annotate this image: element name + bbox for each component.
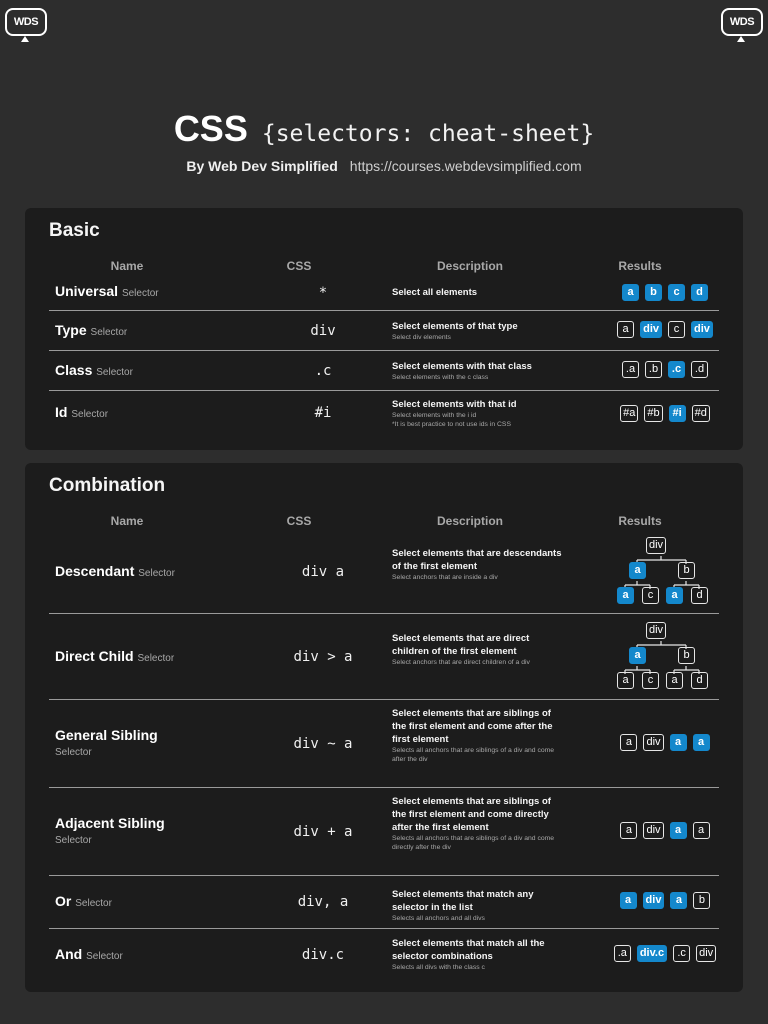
- selector-code: div > a: [293, 649, 353, 665]
- result-tag: d: [691, 587, 708, 604]
- result-tag-selected: a: [620, 892, 637, 909]
- basic-selectors-panel: [25, 208, 743, 450]
- result-tag-selected: div: [691, 321, 713, 338]
- selector-row: [49, 390, 719, 435]
- result-tag: a: [617, 672, 634, 689]
- selector-description: [392, 795, 562, 852]
- description-text: Select elements that are siblings of the first element and come directly after the first element: [392, 796, 551, 833]
- result-tag-selected: a: [670, 822, 687, 839]
- selector-row: [49, 276, 719, 310]
- result-tag-selected: a: [629, 647, 646, 664]
- selector-code: .c: [314, 363, 332, 379]
- column-header-name: Name: [110, 259, 144, 273]
- result-tag: .a: [614, 945, 631, 962]
- result-tag: div: [646, 622, 666, 639]
- column-header-results: Results: [618, 259, 662, 273]
- result-tag-selected: .c: [668, 361, 685, 378]
- result-tag: #a: [620, 405, 638, 422]
- description-note: Select div elements: [392, 334, 451, 341]
- selector-row: [49, 310, 719, 351]
- selector-name: [55, 363, 133, 380]
- selector-name: [55, 323, 127, 340]
- result-tag: a: [620, 734, 637, 751]
- selector-suffix: Selector: [138, 568, 175, 579]
- selector-code: *: [318, 285, 328, 301]
- selector-description: [392, 937, 562, 973]
- result-tag-selected: d: [691, 284, 708, 301]
- result-tag: .d: [691, 361, 708, 378]
- selector-suffix: Selector: [75, 898, 112, 909]
- result-tag: .b: [645, 361, 662, 378]
- description-text: Select elements of that type: [392, 321, 518, 332]
- selector-name-text: Id: [55, 404, 68, 420]
- result-tag: b: [678, 562, 695, 579]
- result-tag: div: [643, 734, 663, 751]
- result-tag-selected: a: [617, 587, 634, 604]
- logo-pointer-icon: [21, 36, 29, 42]
- description-text: Select elements that match all the selector combinations: [392, 938, 545, 962]
- selector-description: [392, 632, 562, 668]
- result-tree: [609, 537, 729, 607]
- selector-name-text: Universal: [55, 283, 119, 299]
- result-tag: #d: [692, 405, 710, 422]
- result-example: [569, 284, 761, 301]
- selector-row: [49, 787, 719, 876]
- selector-row: [49, 928, 719, 981]
- result-tag: a: [666, 672, 683, 689]
- selector-name: [55, 564, 175, 581]
- selector-description: [392, 286, 562, 299]
- description-note: Selects all anchors that are siblings of a div and come after the div: [392, 747, 555, 763]
- result-tag: div: [646, 537, 666, 554]
- selector-code: div a: [301, 564, 345, 580]
- description-note: Select anchors that are direct children of a div: [392, 659, 530, 666]
- result-tag: .a: [622, 361, 639, 378]
- panel-title: Basic: [49, 220, 100, 241]
- selector-row: [49, 535, 719, 613]
- selector-name: [55, 284, 159, 301]
- result-tree: [609, 622, 729, 692]
- description-note: Selects all anchors and all divs: [392, 915, 485, 922]
- selector-code: div + a: [293, 824, 353, 840]
- selector-name: [55, 947, 123, 964]
- description-text: Select elements with that class: [392, 361, 532, 372]
- page-subtitle: {selectors: cheat-sheet}: [261, 121, 595, 147]
- result-tag: d: [691, 672, 708, 689]
- page-title: CSS: [173, 108, 248, 149]
- selector-description: [392, 707, 562, 764]
- author-credit: By Web Dev Simplified: [186, 158, 338, 174]
- wds-logo-right: [721, 8, 763, 44]
- result-example: [569, 321, 761, 338]
- selector-name-text: And: [55, 946, 83, 962]
- result-tag: b: [678, 647, 695, 664]
- selector-name-text: General Sibling: [55, 727, 158, 743]
- result-tag-selected: div: [640, 321, 662, 338]
- selector-name-text: Descendant: [55, 563, 135, 579]
- description-text: Select all elements: [392, 287, 478, 298]
- result-tag-selected: a: [670, 892, 687, 909]
- result-tag: b: [693, 892, 710, 909]
- logo-text: WDS: [721, 8, 763, 36]
- description-note: Select elements with the c class: [392, 374, 489, 381]
- column-header-css: CSS: [286, 259, 312, 273]
- column-header-name: Name: [110, 514, 144, 528]
- result-tag: #b: [644, 405, 662, 422]
- selector-name: [55, 728, 158, 760]
- result-tag: .c: [673, 945, 690, 962]
- result-tag: c: [642, 672, 659, 689]
- result-example: [569, 945, 761, 962]
- selector-description: [392, 888, 562, 924]
- course-url: https://courses.webdevsimplified.com: [349, 158, 582, 174]
- panel-title: Combination: [49, 475, 166, 496]
- selector-suffix: Selector: [55, 747, 92, 758]
- result-tag: c: [668, 321, 685, 338]
- column-header-css: CSS: [286, 514, 312, 528]
- selector-name-text: Or: [55, 893, 72, 909]
- column-header-description: Description: [436, 514, 503, 528]
- page-header: [0, 108, 768, 174]
- selector-name: [55, 649, 174, 666]
- description-text: Select elements with that id: [392, 399, 517, 410]
- result-tag-selected: a: [666, 587, 683, 604]
- selector-name-text: Direct Child: [55, 648, 134, 664]
- selector-suffix: Selector: [55, 835, 92, 846]
- selector-name: [55, 405, 108, 422]
- selector-name-text: Type: [55, 322, 87, 338]
- result-example: [569, 361, 761, 378]
- column-header-results: Results: [618, 514, 662, 528]
- result-tag-selected: a: [622, 284, 639, 301]
- combination-selectors-panel: [25, 463, 743, 992]
- wds-logo-left: [5, 8, 47, 44]
- result-tag: a: [693, 822, 710, 839]
- description-note: Select elements with the i id *It is best practice to not use ids in CSS: [392, 412, 512, 428]
- selector-suffix: Selector: [86, 951, 123, 962]
- selector-description: [392, 398, 562, 429]
- description-note: Select anchors that are inside a div: [392, 574, 498, 581]
- description-text: Select elements that are siblings of the first element and come after the first element: [392, 708, 553, 745]
- description-text: Select elements that match any selector in the list: [392, 889, 534, 913]
- column-header-description: Description: [436, 259, 503, 273]
- selector-row: [49, 350, 719, 391]
- result-example: [569, 822, 761, 839]
- result-tag-selected: div: [643, 892, 665, 909]
- logo-pointer-icon: [737, 36, 745, 42]
- selector-code: div.c: [301, 947, 345, 963]
- result-example: [569, 734, 761, 751]
- selector-row: [49, 613, 719, 700]
- selector-suffix: Selector: [90, 327, 128, 338]
- result-tag-selected: c: [668, 284, 685, 301]
- selector-name-text: Adjacent Sibling: [55, 815, 165, 831]
- description-text: Select elements that are descendants of the first element: [392, 548, 562, 572]
- result-tag-selected: a: [670, 734, 687, 751]
- result-tag-selected: a: [629, 562, 646, 579]
- description-note: Selects all anchors that are siblings of a div and come directly after the div: [392, 835, 555, 851]
- result-tag: a: [617, 321, 634, 338]
- result-tag: a: [620, 822, 637, 839]
- description-text: Select elements that are direct children of the first element: [392, 633, 530, 657]
- result-example: [569, 405, 761, 422]
- selector-row: [49, 875, 719, 929]
- logo-text: WDS: [5, 8, 47, 36]
- result-tag-selected: div.c: [637, 945, 667, 962]
- selector-code: #i: [314, 405, 332, 421]
- result-example: [569, 892, 761, 909]
- selector-code: div, a: [297, 894, 349, 910]
- selector-description: [392, 547, 562, 583]
- description-note: Selects all divs with the class c: [392, 964, 485, 971]
- result-tag: div: [643, 822, 663, 839]
- selector-suffix: Selector: [137, 653, 175, 664]
- selector-code: div: [310, 323, 336, 339]
- result-tag: div: [696, 945, 716, 962]
- result-tag: c: [642, 587, 659, 604]
- selector-row: [49, 699, 719, 788]
- selector-code: div ~ a: [293, 736, 353, 752]
- selector-name: [55, 894, 112, 911]
- result-tag-selected: a: [693, 734, 710, 751]
- selector-suffix: Selector: [96, 367, 133, 378]
- selector-suffix: Selector: [121, 288, 159, 299]
- result-tag-selected: b: [645, 284, 662, 301]
- selector-description: [392, 320, 562, 343]
- selector-name-text: Class: [55, 362, 93, 378]
- selector-suffix: Selector: [71, 409, 109, 420]
- selector-name: [55, 816, 165, 848]
- selector-description: [392, 360, 562, 383]
- result-tag-selected: #i: [669, 405, 686, 422]
